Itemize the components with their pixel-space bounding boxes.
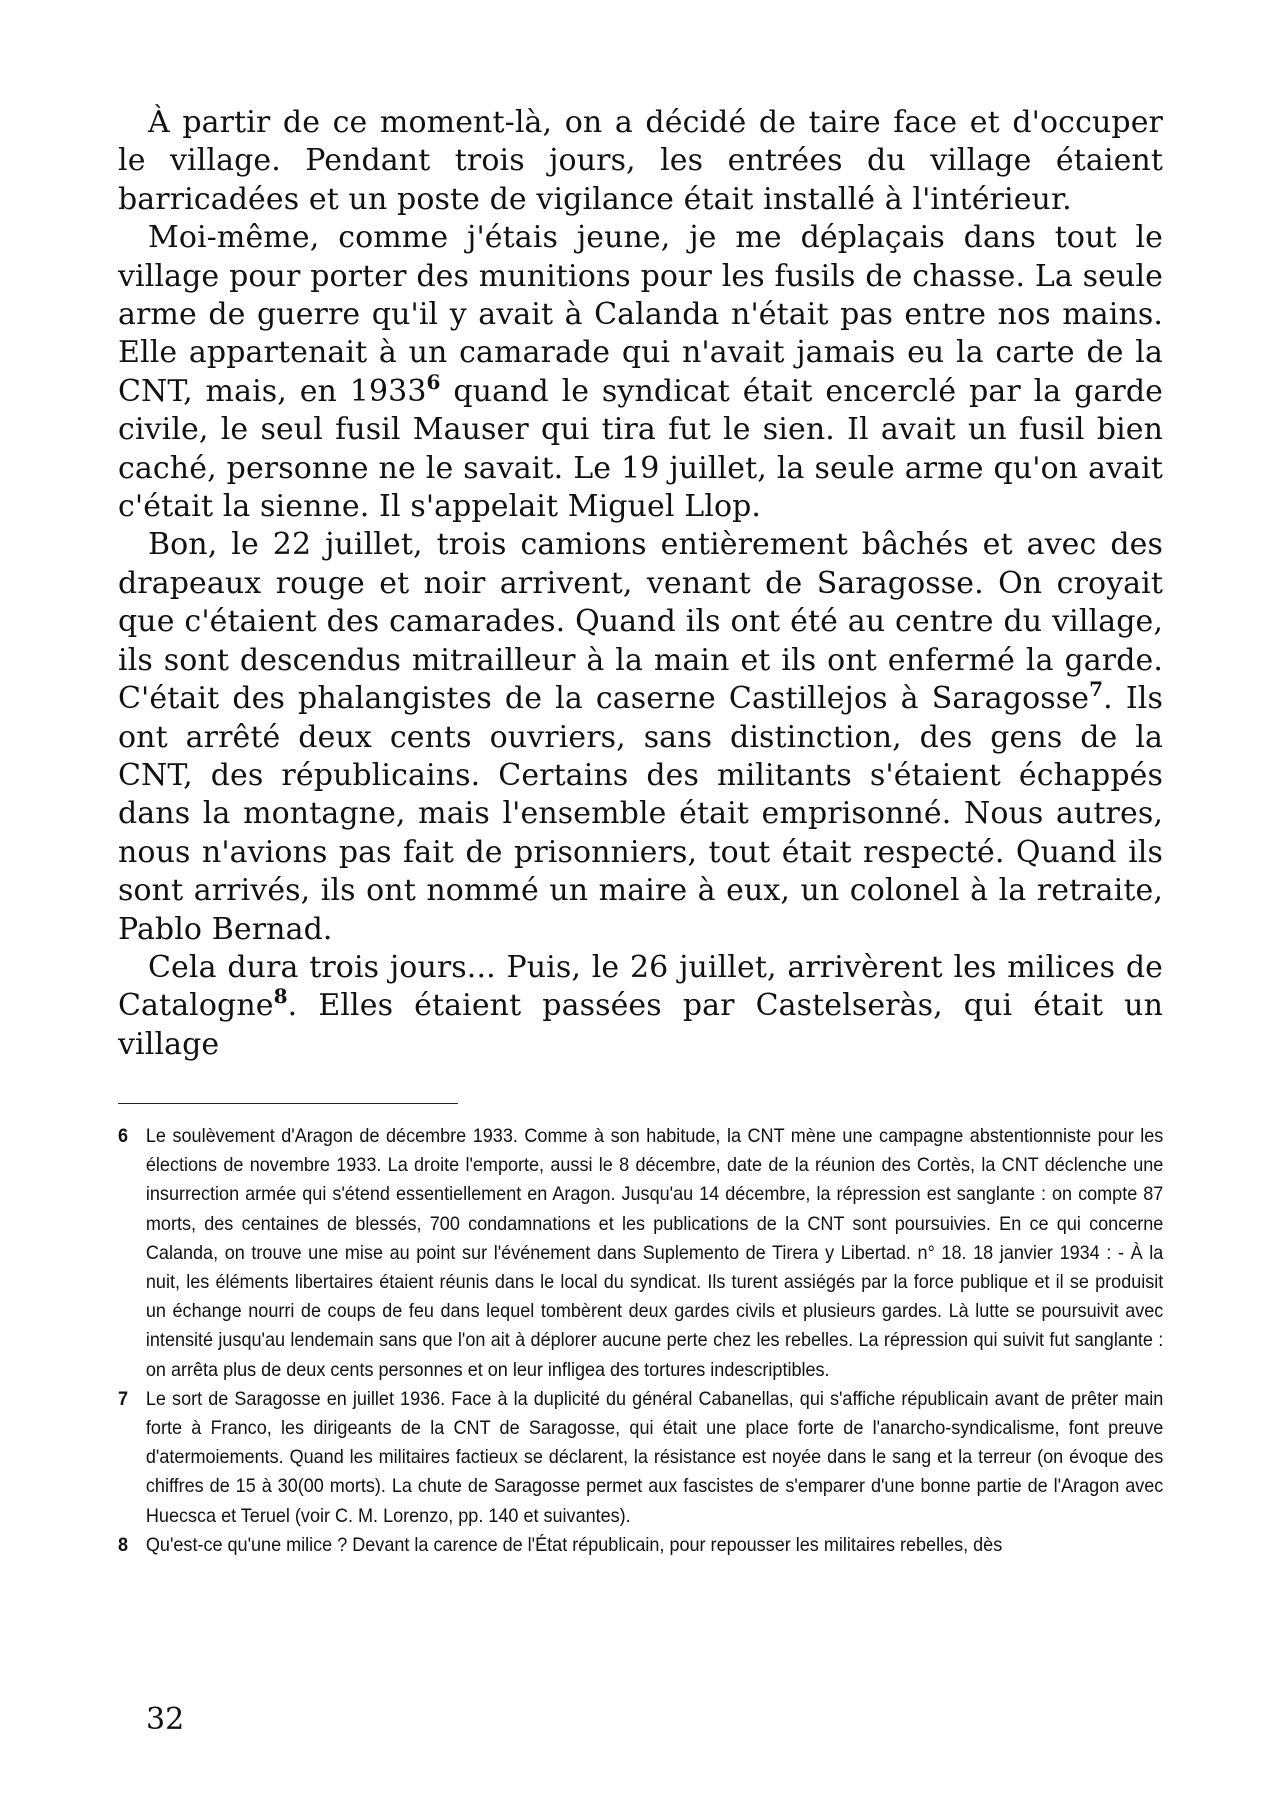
paragraph-3 (118, 526, 1163, 948)
footnote-text: Qu'est-ce qu'une milice ? Devant la carence de l'État républicain, pour repousser les militaires rebelles, dès (145, 1533, 1003, 1556)
footnote-text: Le soulèvement d'Aragon de décembre 1933. Comme à son habitude, la CNT mène une campagne abstentionniste pour les élections de novembre 1933. La droite l'emporte, aussi le 8 décembre, date de la réunion des Cortès, la CNT déclenche une insurrection armée qui s'étend essentiellement en Aragon. Jusqu'au 14 décembre, la répression est sanglante : on compte 87 morts, des centaines de blessés, 700 condamnations et les publications de la CNT sont poursuivies. En ce qui concerne Calanda, on trouve une mise au point sur l'événement dans Suplemento de Tirera y Libertad. n° 18. 18 janvier 1934 : - À la nuit, les éléments libertaires étaient réunis dans le local du syndicat. Ils turent assiégés par la force publique et il se produisit un échange nourri de coups de feu dans lequel tombèrent deux gardes civils et plusieurs gardes. Là lutte se poursuivit avec intensité jusqu'au lendemain sans que l'on ait à déplorer aucune perte chez les rebelles. La répression qui suivit fut sanglante : on arrêta plus de deux cents personnes et on leur infligea des tortures indescriptibles. (145, 1125, 1164, 1381)
footnote-ref-8[interactable]: 8 (273, 984, 288, 1009)
paragraph-2-text-b: quand le syndicat était encerclé par la garde civile, le seul fusil Mauser qui tira fut le sien. Il avait un fusil bien caché, personne ne le savait. Le 19 juillet, la seule arme qu'on avait c'était la sienne. Il s'appelait Miguel Llop. (118, 373, 1163, 525)
paragraph-4-text-b: . Elles étaient passées par Castelseràs, qui était un village (118, 988, 1163, 1062)
paragraph-4-text-a: Cela dura trois jours... Puis, le 26 juillet, arrivèrent les milices de Catalogne (118, 949, 1163, 1024)
footnote-number: 8 (118, 1533, 129, 1556)
paragraph-2-text-a: Moi-même, comme j'étais jeune, je me déplaçais dans tout le village pour porter des munitions pour les fusils de chasse. La seule arme de guerre qu'il y avait à Calanda n'était pas entre nos mains. Elle appartenait à un camarade qui n'avait jamais eu la carte de la CNT, mais, en 1933 (118, 220, 1163, 409)
footnote-6 (118, 1122, 1163, 1385)
paragraph-3-text-a: Bon, le 22 juillet, trois camions entièrement bâchés et avec des drapeaux rouge et noir arrivent, venant de Saragosse. On croyait que c'étaient des camarades. Quand ils ont été au centre du village, ils sont descendus mitrailleur à la main et ils ont enfermé la garde. C'était des phalangistes de la caserne Castillejos à Saragosse (118, 527, 1163, 717)
footnotes (118, 1122, 1163, 1560)
footnote-number: 6 (118, 1125, 129, 1147)
paragraph-1: À partir de ce moment-là, on a décidé de taire face et d'occuper le village. Pendant trois jours, les entrées du village étaient barricadées et un poste de vigilance était installé à l'intérieur. (118, 105, 1163, 217)
footnote-divider (118, 1103, 458, 1104)
footnote-text: Le sort de Saragosse en juillet 1936. Face à la duplicité du général Cabanellas, qui s'affiche républicain avant de prêter main forte à Franco, les dirigeants de la CNT de Saragosse, qui était une place forte de l'anarcho-syndicalisme, font preuve d'atermoiements. Quand les militaires factieux se déclarent, la résistance est noyée dans le sang et la terreur (on évoque des chiffres de 15 à 30(00 morts). La chute de Saragosse permet aux fascistes de s'emparer d'une bonne partie de l'Aragon avec Huecsca et Teruel (voir C. M. Lorenzo, pp. 140 et suivantes). (145, 1387, 1164, 1527)
footnote-7 (118, 1385, 1163, 1531)
footnote-ref-7[interactable]: 7 (1089, 677, 1104, 702)
footnote-8 (118, 1531, 1163, 1560)
footnote-number: 7 (118, 1387, 129, 1410)
page-number: 32 (146, 1702, 185, 1737)
footnote-ref-6[interactable]: 6 (426, 369, 441, 394)
paragraph-3-text-b: . Ils ont arrêté deux cents ouvriers, sans distinction, des gens de la CNT, des républicains. Certains des militants s'étaient échappés dans la montagne, mais l'ensemble était emprisonné. Nous autres, nous n'avions pas fait de prisonniers, tout était respecté. Quand ils sont arrivés, ils ont nommé un maire à eux, un colonel à la retraite, Pablo Bernad. (118, 681, 1163, 947)
main-text (118, 104, 1163, 1064)
paragraph-4 (118, 949, 1163, 1064)
paragraph-2 (118, 219, 1163, 526)
